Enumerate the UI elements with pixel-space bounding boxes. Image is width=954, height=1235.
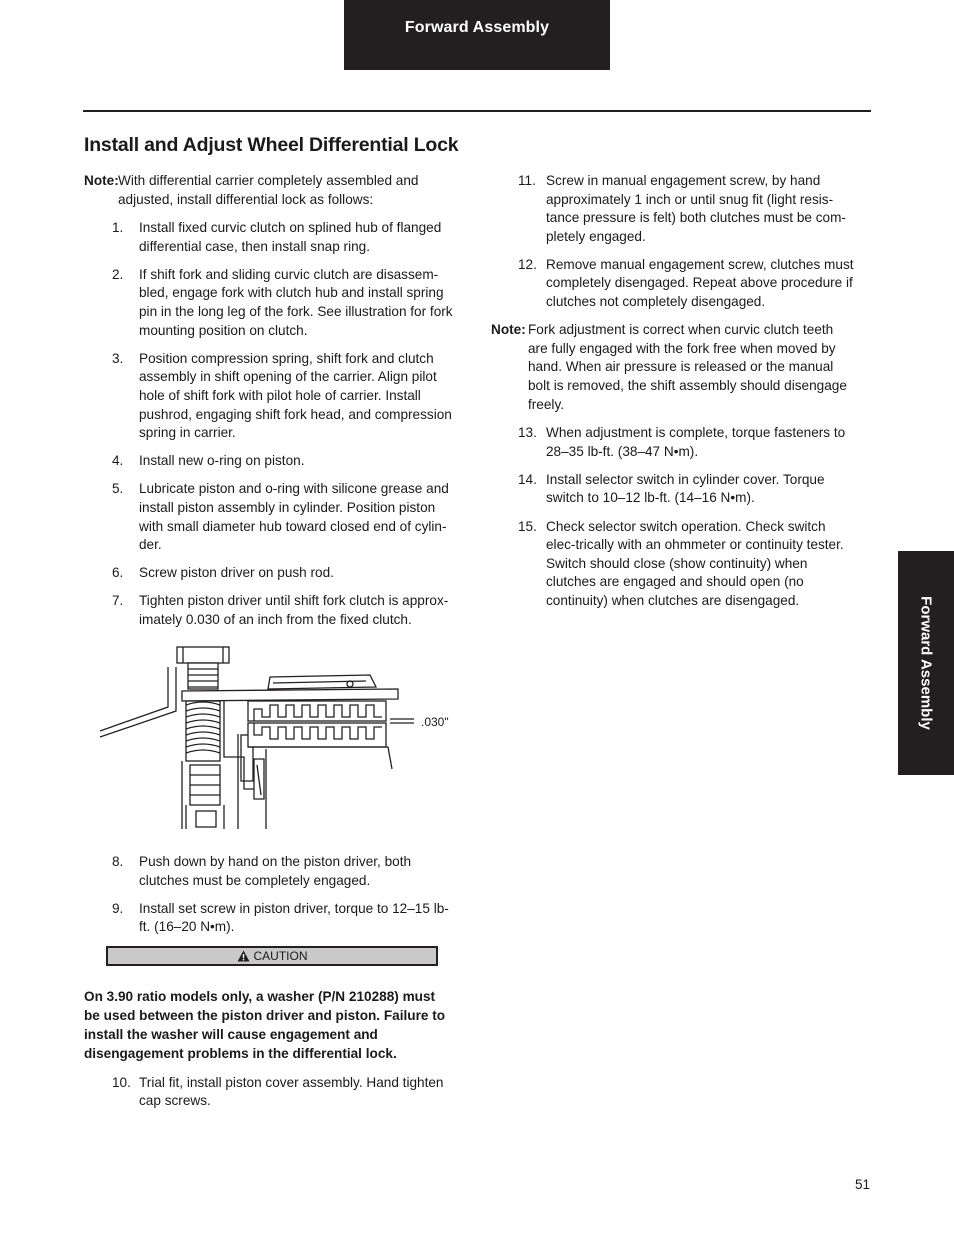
step-number: 12.	[518, 256, 537, 272]
steps-list-11-12	[491, 172, 856, 312]
shift-fork-diagram	[98, 639, 428, 835]
step-text: Screw piston driver on push rod.	[139, 565, 334, 581]
step-text: Push down by hand on the piston driver, both clutches must be completely engaged.	[139, 853, 412, 888]
clutch-gap-illustration	[84, 639, 449, 839]
list-item	[84, 452, 454, 471]
step-text: Install selector switch in cylinder cover. Torque switch to 10–12 lb-ft. (14–16 N•m).	[546, 471, 825, 506]
step-text: Screw in manual engagement screw, by hand approximately 1 inch or until snug fit (light resis-tance pressure is felt) both clutches must be com-pletely engaged.	[546, 173, 846, 244]
step-number: 1.	[112, 220, 124, 236]
step-number: 5.	[112, 481, 124, 497]
step-number: 4.	[112, 453, 124, 469]
step-text: If shift fork and sliding curvic clutch are disassem-bled, engage fork with clutch hub and install spring pin in the long leg of the fork. See illustration for fork mounting position on clutch.	[139, 266, 453, 338]
note-label: Note:	[491, 322, 526, 338]
left-note	[84, 172, 454, 209]
steps-list-8-9	[84, 853, 454, 937]
step-text: Install set screw in piston driver, torque to 12–15 lb-ft. (16–20 N•m).	[139, 900, 449, 935]
step-text: Check selector switch operation. Check switch elec-trically with an ohmmeter or continuity tester. Switch should close (show continuity) when clutches are engaged and should open (no continuity) when clutches are disengaged.	[546, 518, 844, 608]
gap-dimension-label: .030"	[421, 714, 449, 729]
caution-banner	[106, 946, 438, 966]
list-item	[84, 219, 454, 256]
step-text: Install fixed curvic clutch on splined hub of flanged differential case, then install snap ring.	[139, 220, 442, 254]
step-number: 9.	[112, 900, 124, 916]
warning-triangle-icon	[237, 950, 250, 962]
left-column	[84, 172, 454, 1120]
step-number: 2.	[112, 266, 124, 282]
steps-list-1-7	[84, 219, 454, 629]
note-label: Note:	[84, 173, 119, 188]
list-item	[491, 172, 856, 246]
step-number: 15.	[518, 518, 537, 534]
step-number: 13.	[518, 425, 537, 441]
list-item	[84, 900, 454, 937]
step-number: 7.	[112, 593, 124, 609]
list-item	[84, 266, 454, 340]
step-number: 14.	[518, 471, 537, 487]
step-text: Tighten piston driver until shift fork clutch is approx-imately 0.030 of an inch from the fixed clutch.	[139, 593, 449, 627]
step-text: Trial fit, install piston cover assembly. Hand tighten cap screws.	[139, 1074, 444, 1109]
header-section-tab	[344, 0, 610, 70]
step-text: Remove manual engagement screw, clutches must completely disengaged. Repeat above procedure if clutches not completely disengaged.	[546, 256, 854, 310]
list-item	[84, 350, 454, 443]
side-tab-label: Forward Assembly	[917, 596, 935, 730]
step-text: Position compression spring, shift fork and clutch assembly in shift opening of the carrier. Align pilot hole of shift fork with pilot hole of carrier. Install pushrod, engaging shift fork head, and compression spring in carrier.	[139, 350, 452, 441]
right-column	[491, 172, 856, 620]
step-number: 6.	[112, 565, 124, 581]
step-text: Lubricate piston and o-ring with silicone grease and install piston assembly in cylinder. Position piston with small diameter hub toward closed end of cylin-der.	[139, 481, 449, 553]
list-item	[84, 564, 454, 583]
list-item	[491, 518, 856, 611]
header-rule	[83, 110, 871, 112]
list-item	[491, 424, 856, 461]
step-number: 10.	[112, 1074, 131, 1090]
list-item	[491, 471, 856, 508]
side-section-tab	[898, 551, 954, 775]
page-title: Install and Adjust Wheel Differential Lock	[84, 134, 459, 156]
caution-message: On 3.90 ratio models only, a washer (P/N 210288) must be used between the piston driver and piston. Failure to install the washer will cause engagement and disengagement problems in the differential lock.	[84, 989, 446, 1061]
step-text: Install new o-ring on piston.	[139, 453, 305, 469]
caution-label: CAUTION	[253, 949, 308, 964]
steps-list-10	[84, 1074, 454, 1111]
list-item	[84, 1074, 454, 1111]
page-number: 51	[855, 1177, 871, 1192]
list-item	[84, 480, 454, 554]
note-text: With differential carrier completely assembled and adjusted, install differential lock as follows:	[118, 173, 419, 207]
note-text: Fork adjustment is correct when curvic clutch teeth are fully engaged with the fork free when moved by hand. When air pressure is released or the manual bolt is removed, the shift assembly should disengage freely.	[528, 322, 847, 412]
header-tab-label: Forward Assembly	[404, 19, 550, 36]
step-number: 3.	[112, 350, 124, 366]
step-number: 8.	[112, 853, 124, 869]
steps-list-13-15	[491, 424, 856, 610]
list-item	[491, 256, 856, 312]
list-item	[84, 592, 454, 629]
right-note	[491, 321, 856, 414]
step-number: 11.	[518, 173, 536, 188]
step-text: When adjustment is complete, torque fasteners to 28–35 lb-ft. (38–47 N•m).	[546, 425, 846, 459]
list-item	[84, 853, 454, 890]
